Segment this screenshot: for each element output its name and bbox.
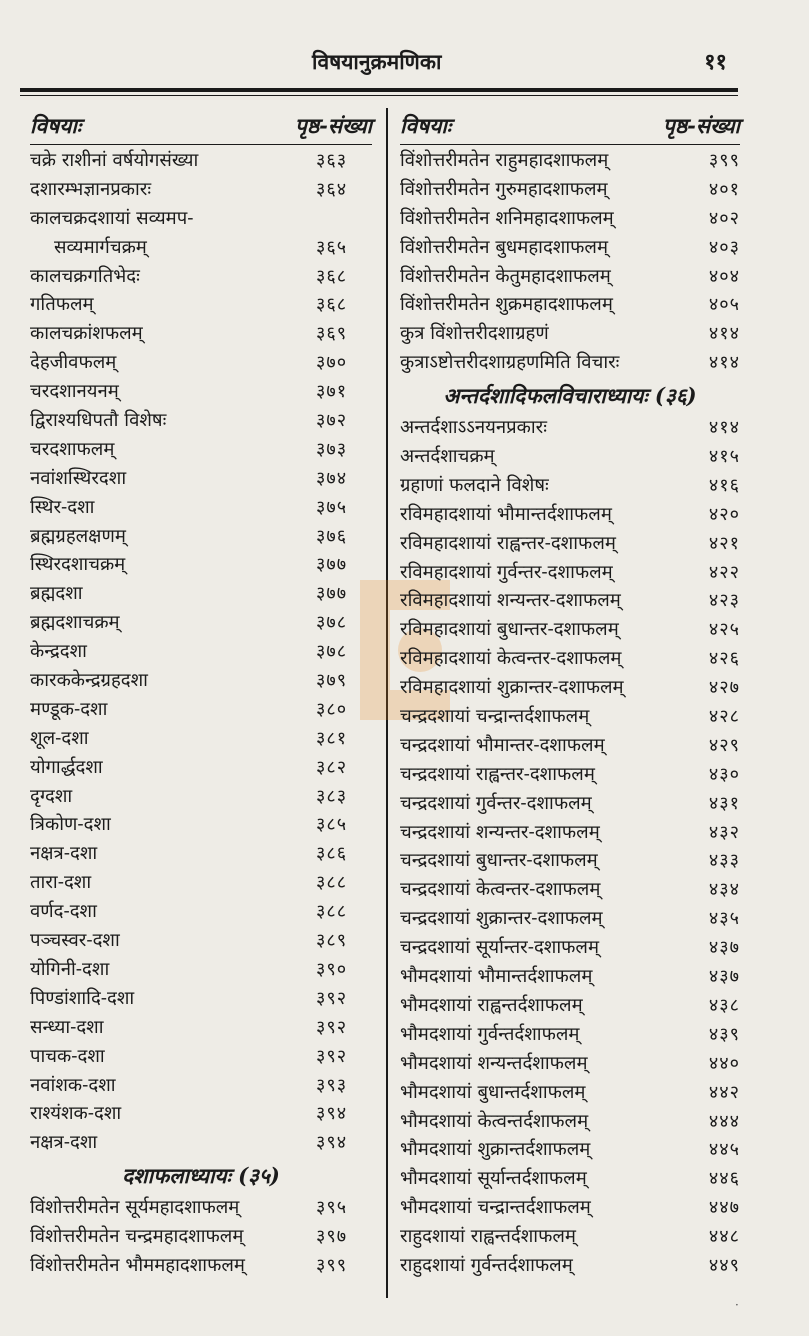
toc-entry-page: ४१६	[708, 474, 740, 496]
toc-entry	[400, 905, 740, 934]
toc-entry	[400, 1252, 740, 1281]
toc-entry-title: सन्ध्या-दशा	[30, 1016, 104, 1038]
toc-entry-title: त्रिकोण-दशा	[30, 814, 111, 836]
toc-entry-title: दृग्दशा	[30, 785, 73, 807]
toc-entry-title: चक्रे राशीनां वर्षयोगसंख्या	[30, 150, 199, 171]
toc-entry-title: देहजीवफलम्	[30, 352, 117, 374]
toc-entry-title: रविमहादशायां शन्यन्तर-दशाफलम्	[400, 590, 621, 612]
toc-entry-page: ३६४	[316, 178, 348, 200]
toc-entry-page: ३७९	[316, 670, 348, 692]
toc-entry-page: ३९५	[316, 1197, 348, 1219]
toc-entry	[30, 1043, 372, 1072]
toc-entry-title: भौमदशायां शन्यन्तर्दशाफलम्	[400, 1052, 588, 1074]
toc-entry-page: ४३७	[708, 937, 740, 959]
toc-entry-title: तारा-दशा	[30, 872, 92, 894]
toc-entry-title: चन्द्रदशायां गुर्वन्तर-दशाफलम्	[400, 792, 592, 814]
toc-entry	[400, 263, 740, 292]
toc-entry-title: कुत्राऽष्टोत्तरीदशाग्रहणमिति विचारः	[400, 352, 620, 374]
toc-entry-page: ४२५	[708, 619, 740, 641]
toc-entry	[400, 147, 740, 176]
toc-entry-page: ३९०	[316, 958, 348, 980]
toc-entry	[400, 1136, 740, 1165]
toc-entry-title: रविमहादशायां केत्वन्तर-दशाफलम्	[400, 648, 622, 670]
toc-entry	[400, 1194, 740, 1223]
toc-entry-page: ३८०	[316, 698, 348, 720]
toc-entry	[30, 638, 372, 667]
toc-entry-page: ३६९	[316, 323, 348, 345]
toc-entry-title: भौमदशायां सूर्यान्तर्दशाफलम्	[400, 1168, 587, 1190]
toc-entry-page: ४२०	[708, 503, 740, 525]
toc-entry-page: ३७८	[316, 612, 348, 634]
section-heading: दशाफलाध्यायः (३५)	[122, 1163, 280, 1189]
toc-entry-page: ३७०	[316, 352, 348, 374]
right-entries-list	[400, 147, 740, 378]
toc-entry-title: स्थिर-दशा	[30, 496, 95, 518]
toc-entry-title: दशारम्भज्ञानप्रकारः	[30, 178, 152, 200]
toc-entry-page: ४४५	[708, 1139, 740, 1161]
toc-entry-page: ४१४	[708, 417, 740, 439]
toc-entry-page: ४३३	[708, 850, 740, 872]
toc-entry	[30, 291, 372, 320]
toc-entry	[400, 443, 740, 472]
toc-entry-page: ३७२	[316, 410, 348, 432]
toc-entry-page: ४४२	[708, 1081, 740, 1103]
toc-entry	[400, 349, 740, 378]
toc-entry-page: ३६५	[316, 236, 348, 258]
toc-entry-title: विंशोत्तरीमतेन राहुमहादशाफलम्	[400, 150, 609, 171]
toc-entry	[400, 1165, 740, 1194]
toc-entry-title: चन्द्रदशायां चन्द्रान्तर्दशाफलम्	[400, 706, 590, 728]
toc-entry-title: भौमदशायां चन्द्रान्तर्दशाफलम्	[400, 1197, 591, 1219]
toc-entry-page: ४३८	[708, 994, 740, 1016]
toc-entry-title: भौमदशायां भौमान्तर्दशाफलम्	[400, 966, 593, 988]
toc-entry-title: चन्द्रदशायां राह्वन्तर-दशाफलम्	[400, 763, 595, 785]
toc-entry-page: ३८५	[316, 814, 348, 836]
toc-entry	[30, 811, 372, 840]
toc-entry	[30, 580, 372, 609]
toc-entry-title: वर्णद-दशा	[30, 901, 97, 923]
toc-entry	[30, 147, 372, 176]
toc-entry-title: चन्द्रदशायां केत्वन्तर-दशाफलम्	[400, 879, 601, 901]
toc-entry-title: गतिफलम्	[30, 294, 94, 316]
toc-entry	[30, 523, 372, 552]
toc-entry	[30, 696, 372, 725]
toc-entry-title: नवांशस्थिरदशा	[30, 467, 127, 489]
page-number: ११	[704, 49, 727, 75]
toc-entry-page: ४४७	[708, 1197, 740, 1219]
toc-entry	[400, 732, 740, 761]
toc-entry-title: ब्रह्मदशाचक्रम्	[30, 612, 120, 634]
toc-entry	[30, 551, 372, 580]
toc-entry-page: ३९२	[316, 1016, 348, 1038]
toc-entry	[400, 320, 740, 349]
toc-entry-page: ४३०	[708, 763, 740, 785]
toc-entry	[400, 1079, 740, 1108]
toc-entry-page: ३९४	[316, 1103, 348, 1125]
toc-entry-title: ब्रह्मग्रहलक्षणम्	[30, 525, 126, 547]
toc-entry-page: ४१४	[708, 352, 740, 374]
toc-entry	[30, 1129, 372, 1158]
toc-entry	[30, 205, 372, 234]
toc-entry-title: कालचक्रांशफलम्	[30, 323, 143, 345]
toc-entry-title: चरदशाफलम्	[30, 438, 115, 460]
toc-entry-page: ४४९	[708, 1254, 740, 1276]
toc-entry-title: पञ्चस्वर-दशा	[30, 930, 120, 952]
toc-entry-title: रविमहादशायां भौमान्तर्दशाफलम्	[400, 503, 612, 525]
toc-entry	[400, 703, 740, 732]
toc-entry-page: ४०२	[708, 207, 740, 229]
toc-entry-page: ४३२	[708, 821, 740, 843]
left-column	[30, 108, 372, 1281]
toc-entry	[400, 1050, 740, 1079]
toc-entry-title: शूल-दशा	[30, 727, 89, 749]
toc-entry-page: ३६८	[316, 265, 348, 287]
toc-entry-title: ग्रहाणां फलदाने विशेषः	[400, 474, 549, 496]
section-heading: अन्तर्दशादिफलविचाराध्यायः (३६)	[443, 383, 697, 409]
header-rule-thick	[20, 88, 738, 92]
toc-entry-page: ४२३	[708, 590, 740, 612]
toc-entry	[400, 616, 740, 645]
toc-entry	[30, 378, 372, 407]
toc-entry-page: ३८१	[316, 727, 348, 749]
left-entries2-list	[30, 1194, 372, 1281]
toc-entry-page: ४४०	[708, 1052, 740, 1074]
toc-entry	[30, 783, 372, 812]
toc-entry	[30, 263, 372, 292]
toc-entry-title: नवांशक-दशा	[30, 1074, 116, 1096]
toc-entry	[400, 819, 740, 848]
toc-entry-page: ३९२	[316, 1045, 348, 1067]
column-header-rule	[400, 144, 740, 145]
toc-entry	[400, 559, 740, 588]
toc-entry-title: चरदशानयनम्	[30, 381, 119, 403]
toc-entry	[400, 645, 740, 674]
toc-entry-title: विंशोत्तरीमतेन शुक्रमहादशाफलम्	[400, 294, 613, 316]
toc-entry	[400, 963, 740, 992]
toc-entry-title: भौमदशायां शुक्रान्तर्दशाफलम्	[400, 1139, 591, 1161]
toc-entry-page: ३९९	[316, 1254, 348, 1276]
toc-entry-title: राश्यंशक-दशा	[30, 1103, 122, 1125]
toc-entry-page: ४४८	[708, 1226, 740, 1248]
toc-entry-title: चन्द्रदशायां शुक्रान्तर-दशाफलम्	[400, 908, 603, 930]
toc-entry	[30, 234, 372, 263]
toc-entry-title: अन्तर्दशाऽऽनयनप्रकारः	[400, 417, 547, 439]
toc-entry-title: भौमदशायां गुर्वन्तर्दशाफलम्	[400, 1023, 580, 1045]
subject-label: विषयाः	[30, 113, 82, 138]
toc-entry-title: चन्द्रदशायां भौमान्तर-दशाफलम्	[400, 734, 605, 756]
left-column-header	[30, 108, 372, 144]
toc-entry-page: ३६३	[316, 150, 348, 171]
toc-entry-page: ३८९	[316, 930, 348, 952]
page-label: पृष्ठ-संख्या	[294, 113, 372, 138]
toc-entry-title: विंशोत्तरीमतेन बुधमहादशाफलम्	[400, 236, 609, 258]
toc-entry-title: योगार्द्धदशा	[30, 756, 103, 778]
toc-entry-title: विंशोत्तरीमतेन भौममहादशाफलम्	[30, 1254, 245, 1276]
toc-entry	[400, 1223, 740, 1252]
toc-entry-title: सव्यमार्गचक्रम्	[54, 236, 147, 258]
toc-entry	[30, 320, 372, 349]
toc-entry-title: रविमहादशायां बुधान्तर-दशाफलम्	[400, 619, 619, 641]
toc-entry-page: ३७८	[316, 641, 348, 663]
toc-entry-title: कारककेन्द्रग्रहदशा	[30, 670, 148, 692]
toc-entry-title: रविमहादशायां गुर्वन्तर-दशाफलम्	[400, 561, 613, 583]
toc-entry	[400, 761, 740, 790]
toc-entry-page: ३८८	[316, 901, 348, 923]
toc-entry-title: योगिनी-दशा	[30, 958, 110, 980]
toc-entry	[30, 609, 372, 638]
toc-entry-page: ४२८	[708, 706, 740, 728]
toc-entry	[30, 840, 372, 869]
toc-entry-title: चन्द्रदशायां बुधान्तर-दशाफलम्	[400, 850, 598, 872]
toc-entry	[30, 349, 372, 378]
header-rule-thin	[20, 95, 738, 96]
toc-entry	[400, 472, 740, 501]
toc-entry	[30, 869, 372, 898]
toc-entry	[30, 1072, 372, 1101]
toc-entry-page: ४४४	[708, 1110, 740, 1132]
toc-entry-title: राहुदशायां गुर्वन्तर्दशाफलम्	[400, 1254, 573, 1276]
toc-entry	[400, 1108, 740, 1137]
toc-entry-page: ४४६	[708, 1168, 740, 1190]
toc-entry-page: ४२१	[708, 532, 740, 554]
toc-entry-title: विंशोत्तरीमतेन केतुमहादशाफलम्	[400, 265, 611, 287]
toc-entry-title: भौमदशायां राह्वन्तर्दशाफलम्	[400, 994, 583, 1016]
toc-entry-page: ४२९	[708, 734, 740, 756]
page-header-title: विषयानुक्रमणिका	[312, 49, 442, 74]
toc-entry-page: ३९९	[708, 150, 740, 171]
toc-entry-page: ३६८	[316, 294, 348, 316]
toc-entry-page: ४२२	[708, 561, 740, 583]
right-column-header	[400, 108, 740, 144]
toc-entry	[400, 414, 740, 443]
toc-entry	[400, 234, 740, 263]
toc-entry-title: कालचक्रगतिभेदः	[30, 265, 140, 287]
toc-entry	[400, 876, 740, 905]
toc-entry	[30, 494, 372, 523]
toc-entry	[400, 674, 740, 703]
toc-entry-page: ३९२	[316, 987, 348, 1009]
toc-entry-page: ३७५	[316, 496, 348, 518]
toc-entry	[400, 847, 740, 876]
toc-entry-title: स्थिरदशाचक्रम्	[30, 554, 126, 576]
toc-entry-title: राहुदशायां राह्वन्तर्दशाफलम्	[400, 1226, 576, 1248]
toc-entry	[30, 985, 372, 1014]
toc-entry	[30, 956, 372, 985]
toc-entry	[30, 725, 372, 754]
toc-entry	[30, 898, 372, 927]
toc-entry	[30, 1252, 372, 1281]
toc-entry	[400, 1021, 740, 1050]
toc-entry-title: चन्द्रदशायां शन्यन्तर-दशाफलम्	[400, 821, 600, 843]
toc-entry-title: विंशोत्तरीमतेन चन्द्रमहादशाफलम्	[30, 1226, 244, 1248]
toc-entry-page: ४०५	[708, 294, 740, 316]
toc-entry	[400, 291, 740, 320]
toc-entry-title: द्विराश्यधिपतौ विशेषः	[30, 410, 167, 432]
toc-entry-page: ४३१	[708, 792, 740, 814]
toc-entry-title: भौमदशायां बुधान्तर्दशाफलम्	[400, 1081, 586, 1103]
toc-entry-page: ४०१	[708, 178, 740, 200]
toc-entry-page: ४३४	[708, 879, 740, 901]
toc-entry-page: ३७३	[316, 438, 348, 460]
toc-entry-page: ४३९	[708, 1023, 740, 1045]
toc-entry	[400, 790, 740, 819]
toc-entry-title: रविमहादशायां राह्वन्तर-दशाफलम्	[400, 532, 616, 554]
toc-entry-page: ४०४	[708, 265, 740, 287]
toc-entry	[30, 754, 372, 783]
toc-entry-page: ३७१	[316, 381, 348, 403]
toc-entry	[400, 205, 740, 234]
toc-entry-title: केन्द्रदशा	[30, 641, 87, 663]
toc-entry-title: रविमहादशायां शुक्रान्तर-दशाफलम्	[400, 677, 624, 699]
toc-entry	[30, 465, 372, 494]
toc-entry-title: भौमदशायां केत्वन्तर्दशाफलम्	[400, 1110, 589, 1132]
right-entries2-list	[400, 414, 740, 1281]
toc-entry-title: कालचक्रदशायां सव्यमप-	[30, 207, 194, 229]
toc-entry-title: पिण्डांशादि-दशा	[30, 987, 135, 1009]
page-marks: ·	[735, 1298, 739, 1312]
toc-entry-page: ४२६	[708, 648, 740, 670]
page-label: पृष्ठ-संख्या	[662, 113, 740, 138]
toc-entry-page: ३९३	[316, 1074, 348, 1096]
toc-entry-page: ४३७	[708, 966, 740, 988]
toc-entry-title: विंशोत्तरीमतेन गुरुमहादशाफलम्	[400, 178, 608, 200]
toc-entry-page: ३७४	[316, 467, 348, 489]
toc-entry	[30, 407, 372, 436]
toc-entry	[30, 1223, 372, 1252]
toc-entry-title: ब्रह्मदशा	[30, 583, 83, 605]
toc-entry-title: चन्द्रदशायां सूर्यान्तर-दशाफलम्	[400, 937, 600, 959]
toc-entry-page: ४१५	[708, 446, 740, 468]
toc-entry	[30, 176, 372, 205]
toc-entry	[400, 176, 740, 205]
toc-entry-title: मण्डूक-दशा	[30, 698, 108, 720]
column-header-rule	[30, 144, 372, 145]
toc-entry-title: विंशोत्तरीमतेन सूर्यमहादशाफलम्	[30, 1197, 240, 1219]
toc-entry-title: नक्षत्र-दशा	[30, 843, 98, 865]
toc-entry-page: ३९४	[316, 1132, 348, 1154]
toc-entry	[400, 501, 740, 530]
right-column	[400, 108, 740, 1281]
toc-entry-page: ४०३	[708, 236, 740, 258]
toc-entry	[400, 992, 740, 1021]
toc-entry-page: ३७६	[316, 525, 348, 547]
toc-entry	[30, 667, 372, 696]
toc-entry-page: ३८८	[316, 872, 348, 894]
toc-entry-title: विंशोत्तरीमतेन शनिमहादशाफलम्	[400, 207, 614, 229]
toc-entry-page: ३७७	[316, 554, 348, 576]
toc-entry-page: ४२७	[708, 677, 740, 699]
toc-entry-title: पाचक-दशा	[30, 1045, 105, 1067]
toc-entry-page: ३७७	[316, 583, 348, 605]
toc-entry-title: नक्षत्र-दशा	[30, 1132, 98, 1154]
toc-entry	[400, 587, 740, 616]
toc-entry	[400, 934, 740, 963]
left-entries-list	[30, 147, 372, 1158]
toc-entry-page: ३८६	[316, 843, 348, 865]
toc-entry-page: ४३५	[708, 908, 740, 930]
toc-entry	[30, 1194, 372, 1223]
toc-entry	[30, 436, 372, 465]
toc-entry-page: ४१४	[708, 323, 740, 345]
toc-entry-page: ३८३	[316, 785, 348, 807]
subject-label: विषयाः	[400, 113, 452, 138]
toc-entry-title: कुत्र विंशोत्तरीदशाग्रहणं	[400, 323, 549, 345]
toc-entry	[400, 530, 740, 559]
toc-entry-page: ३९७	[316, 1226, 348, 1248]
toc-entry	[30, 927, 372, 956]
toc-entry	[30, 1100, 372, 1129]
toc-entry-title: अन्तर्दशाचक्रम्	[400, 446, 495, 468]
toc-entry-page: ३८२	[316, 756, 348, 778]
toc-entry	[30, 1014, 372, 1043]
